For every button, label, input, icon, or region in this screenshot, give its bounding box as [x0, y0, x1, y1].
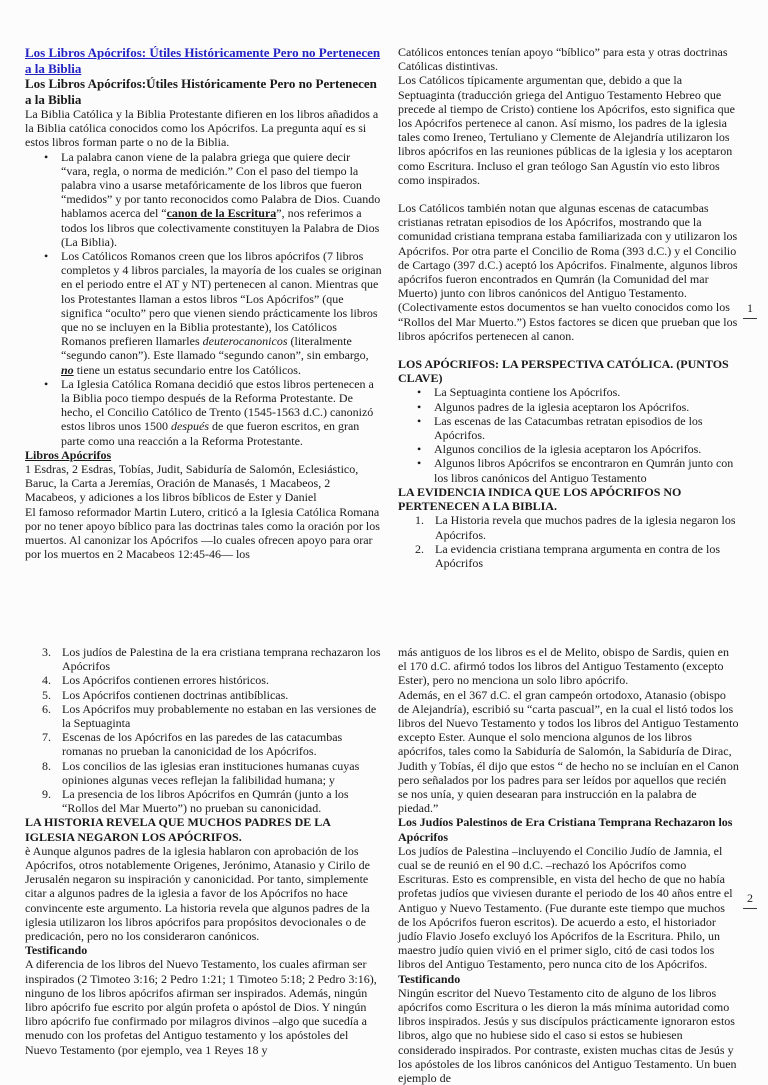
item-number: 8.: [42, 758, 51, 773]
heading-evidencia: LA EVIDENCIA INDICA QUE LOS APÓCRIFOS NO PERTENECEN A LA BIBLIA.: [398, 484, 682, 514]
intro-paragraph: La Biblia Católica y la Biblia Protestante difieren en los libros añadidos a la Biblia católica conocidos como los Apócrifos. La pregunta aquí es si estos libros forman parte o no de la Biblia.: [25, 107, 379, 150]
key-points-list: [398, 385, 739, 484]
page1-left-column: [25, 45, 382, 570]
paragraph-melito: más antiguos de los libros es el de Melito, obispo de Sardis, quien en el 170 d.C. afirmó todos los libros del Antiguo Testamento (excepto Ester), pero no menciona un solo libro apócrifo.: [398, 645, 729, 688]
page-number-1: 1: [743, 301, 757, 319]
numbered-item: [25, 759, 382, 787]
item-text: La presencia de los libros Apócrifos en Qumrán (junto a los “Rollos del Mar Muerto”) no prueban su canonicidad.: [62, 787, 349, 816]
item-number: 6.: [42, 701, 51, 716]
document-page-1: [25, 45, 739, 570]
key-point-item: • Algunos concilios de la iglesia aceptaron los Apócrifos.: [398, 442, 739, 456]
heading-perspectiva-catolica: LOS APÓCRIFOS: LA PERSPECTIVA CATÓLICA. (PUNTOS CLAVE): [398, 357, 729, 386]
paragraph-nuevo-testamento: A diferencia de los libros del Nuevo Testamento, los cuales afirman ser inspirados (2 Timoteo 3:16; 2 Pedro 1:21; 1 Timoteo 5:18; 2 Pedro 3:16), ninguno de los libros apócrifos afirman ser inspirados. Además, ningún libro apócrifo fue escrito por algún profeta o apóstol de Dios. Y ningún libro apócrifo fue confirmado por milagros divinos –algo que sucedía a menudo con los profetas del Antiguo testamento y los apóstoles del Nuevo Testamento (por ejemplo, vea 1 Reyes 18 y: [25, 957, 377, 1057]
item-number: 4.: [42, 673, 51, 688]
item-text: Los concilios de las iglesias eran instituciones humanas cuyas opiniones algunas veces reflejan la falibilidad humana; y: [62, 758, 360, 787]
heading-judios-palestinos: Los Judíos Palestinos de Era Cristiana Temprana Rechazaron los Apócrifos: [398, 815, 733, 844]
paragraph-catacumbas: Los Católicos también notan que algunas escenas de catacumbas cristianas retratan episodios de los Apócrifos, mostrando que la comunidad cristiana temprana estaba familiarizada con y utilizaron los Apócrifos. Por otra parte el Concilio de Roma (393 d.C.) y el Concilio de Cartago (397 d.C.) aceptó los Apócrifos. Finalmente, algunos libros apócrifos fueron encontrados en Qumrán (la Comunidad del mar Muerto) junto con libros canónicos del Antiguo Testamento. (Colectivamente estos documentos se han vuelto conocidos como los “Rollos del Mar Muerto.”) Estos factores se dicen que prueban que los libros apócrifos pertenecen al canon.: [398, 201, 738, 343]
item-text: Escenas de los Apócrifos en las paredes de las catacumbas romanas no prueban la canonicidad de los Apócrifos.: [62, 730, 343, 759]
item-number: 3.: [42, 645, 51, 659]
document-title: Los Libros Apócrifos:Útiles Históricamente Pero no Pertenecen a la Biblia: [25, 76, 377, 107]
bullet-item: • La Iglesia Católica Romana decidió que estos libros pertenecen a la Biblia poco tiempo después de la Reforma Protestante. De hecho, el Concilio Católico de Trento (1545-1563 d.C.) canonizó estos libros unos 1500 después de que fueron escritos, en gran parte como una reacción a la Reforma Protestante.: [25, 377, 382, 448]
numbered-item: [25, 702, 382, 730]
item-number: 2.: [415, 541, 424, 556]
heading-testificando: Testificando: [25, 943, 88, 958]
page2-left-column: [25, 645, 382, 1085]
paragraph-jamnia: Los judíos de Palestina –incluyendo el Concilio Judío de Jamnia, el cual se de reunió en el 90 d.C. –rechazó los Apócrifos como Escrituras. Esto es comprensible, en vista del hecho de que no había profetas judíos que viviesen durante el periodo de los 40 años entre el Antiguo y Nuevo Testamento. (Fue durante este tiempo que muchos de los Apócrifos fueron escritos). De acuerdo a esto, el historiador judío Flavio Josefo excluyó los Apócrifos de la Escritura. Philo, un maestro judío quien vivió en el primer siglo, citó de casi todos los libros del Antiguo Testamento, pero nunca cito de los Apócrifos.: [398, 843, 733, 972]
key-point-item: • Las escenas de las Catacumbas retratan episodios de los Apócrifos.: [398, 414, 739, 442]
numbered-item: [25, 730, 382, 758]
page1-right-column: [398, 45, 739, 570]
numbered-item: [398, 513, 739, 541]
canon-bullet-list: [25, 150, 382, 448]
item-number: 9.: [42, 787, 51, 802]
item-number: 1.: [415, 513, 424, 528]
numbered-item: [398, 542, 739, 570]
document-title-link[interactable]: Los Libros Apócrifos: Útiles Históricamente Pero no Pertenecen a la Biblia: [25, 45, 381, 76]
item-text: Los Apócrifos muy probablemente no estaban en las versiones de la Septuaginta: [62, 701, 377, 731]
books-list-paragraph: 1 Esdras, 2 Esdras, Tobías, Judit, Sabiduría de Salomón, Eclesiástico, Baruc, la Carta a Jeremías, Oración de Manasés, 1 Macabeos, 2 Macabeos, y adiciones a los libros bíblicos de Ester y Daniel: [25, 462, 359, 505]
item-text: La Historia revela que muchos padres de la iglesia negaron los Apócrifos.: [435, 513, 736, 542]
heading-testificando: Testificando: [398, 971, 461, 986]
item-text: Los Apócrifos contienen doctrinas antibíblicas.: [62, 687, 289, 702]
page-number-2: 2: [743, 891, 757, 909]
bullet-item: • Los Católicos Romanos creen que los libros apócrifos (7 libros completos y 4 libros parciales, la mayoría de los cuales se originan en el periodo entre el AT y NT) pertenecen al canon. Mientras que los Protestantes llaman a estos libros “Los Apócrifos” (que significa “oculto” pero que vienen siendo prácticamente los libros que no se incluyen en la Biblia protestante), los Católicos Romanos prefieren llamarles deuterocanonicos (literalmente “segundo canon”). Este llamado “segundo canon”, sin embargo, no tiene un estatus secundario entre los Católicos.: [25, 249, 382, 377]
item-text: Los judíos de Palestina de la era cristiana temprana rechazaron los Apócrifos: [62, 645, 381, 674]
luther-paragraph: El famoso reformador Martin Lutero, criticó a la Iglesia Católica Romana por no tener apoyo bíblico para las doctrinas tales como la oración por los muertos. Al canonizar los Apócrifos —lo cuales ofrecen apoyo para orar por los muertos en 2 Macabeos 12:45-46— los: [25, 504, 380, 562]
numbered-item: [25, 787, 382, 815]
key-point-item: • Algunos libros Apócrifos se encontraron en Qumrán junto con los libros canónicos del Antiguo Testamento: [398, 456, 739, 484]
paragraph-padres-iglesia: è Aunque algunos padres de la iglesia hablaron con aprobación de los Apócrifos, otros notablemente Origenes, Jerónimo, Atanasio y Cirilo de Jerusalén negaron su inspiración y canonicidad. Por tanto, simplemente citar a algunos padres de la iglesia a favor de los Apócrifos no hace convincente este argumento. La historia revela que algunos padres de la iglesia utilizaron los libros apócrifos para propósitos devocionales o de predicación, pero no los consideraron canónicos.: [25, 843, 370, 944]
numbered-item: [25, 673, 382, 687]
item-text: La evidencia cristiana temprana argumenta en contra de los Apócrifos: [435, 541, 720, 570]
bullet-item: • La palabra canon viene de la palabra griega que quiere decir “vara, regla, o norma de medición.” Con el paso del tiempo la palabra vino a usarse metafóricamente de los libros que fueron “medidos” y por tanto reconocidos como Palabra de Dios. Cuando hablamos acerca del “canon de la Escritura”, nos referimos a todos los libros que colectivamente constituyen la Palabra de Dios (La Biblia).: [25, 150, 382, 249]
document-page-2: [25, 645, 739, 1085]
paragraph-atanasio: Además, en el 367 d.C. el gran campeón ortodoxo, Atanasio (obispo de Alejandría), escribió su “carta pascual”, en la cual el listó todos los libros del Nuevo Testamento y todos los libros del Antiguo Testamento excepto Ester. Aunque el solo menciona algunos de los libros apócrifos, tales como la Sabiduría de Salomón, la Sabiduría de Dirac, Judith y Tobías, él dijo que estos “ de hecho no se incluían en el Canon pero señalados por los padres para ser leídos por aquellos que recién se nos unía, y quien desearan para instrucción en la palabra de piedad.”: [398, 687, 739, 816]
paragraph-septuaginta: Los Católicos típicamente argumentan que, debido a que la Septuaginta (traducción griega del Antiguo Testamento Hebreo que precede al tiempo de Cristo) contiene los Apócrifos, esto significa que los Apócrifos pertenece al canon. Así mismo, los padres de la iglesia tales como Ireneo, Tertuliano y Clemente de Alejandría utilizaron los libros apócrifos en las reuniones públicas de la iglesia y los aceptaron como Escritura. Incluso el gran teólogo San Agustín vio esto libros como inspirados.: [398, 73, 735, 187]
item-number: 7.: [42, 730, 51, 745]
item-number: 5.: [42, 687, 51, 702]
key-point-item: • Algunos padres de la iglesia aceptaron los Apócrifos.: [398, 400, 739, 414]
key-point-item: • La Septuaginta contiene los Apócrifos.: [398, 385, 739, 399]
numbered-item: [25, 688, 382, 702]
page2-right-column: [398, 645, 739, 1085]
section-heading-libros-apocrifos: Libros Apócrifos: [25, 447, 112, 462]
paragraph-escritores-nt: Ningún escritor del Nuevo Testamento cito de alguno de los libros apócrifos como Escritura o les dieron la más mínima autoridad como libros inspirados. Jesús y sus discípulos prácticamente ignoraron estos libros, algo que no hubiese sido el caso si estos se hubiesen considerado inspirados. Por contraste, existen muchas citas de Jesús y los apóstoles de los libros canónicos del Antiguo Testamento. Un buen ejemplo de: [398, 985, 737, 1085]
numbered-item: [25, 645, 382, 673]
item-text: Los Apócrifos contienen errores históricos.: [62, 673, 269, 688]
paragraph-doctrinas: Católicos entonces tenían apoyo “bíblico” para esta y otras doctrinas Católicas distintivas.: [398, 45, 728, 74]
heading-historia-revela: LA HISTORIA REVELA QUE MUCHOS PADRES DE LA IGLESIA NEGARON LOS APÓCRIFOS.: [25, 815, 331, 844]
